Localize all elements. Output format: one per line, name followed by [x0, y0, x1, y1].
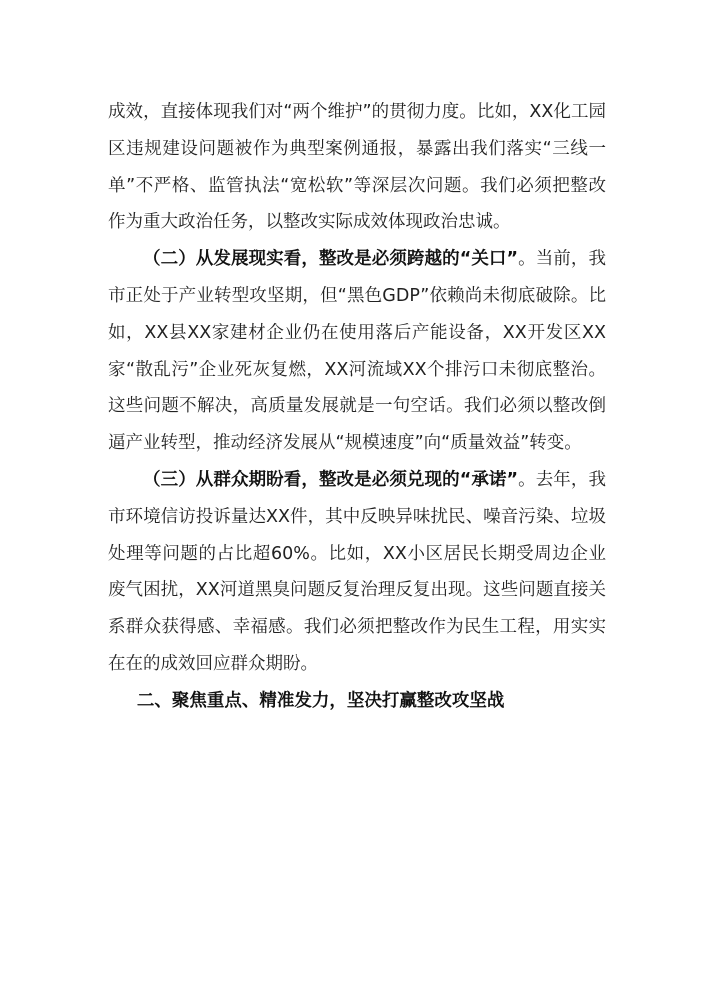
- paragraph-development: [108, 241, 606, 462]
- paragraph-lead: （三）从群众期盼看，整改是必须兑现的“承诺”: [143, 469, 519, 490]
- paragraph-text: 。去年，我市环境信访投诉量达XX件，其中反映异味扰民、噪音污染、垃圾处理等问题的占比超60%。比如，XX小区居民长期受周边企业废气困扰，XX河道黑臭问题反复治理反复出现。这些问题直接关系群众获得感、幸福感。我们必须把整改作为民生工程，用实实在在的成效回应群众期盼。: [108, 469, 606, 674]
- paragraph-text: 成效，直接体现我们对“两个维护”的贯彻力度。比如，XX化工园区违规建设问题被作为典型案例通报，暴露出我们落实“三线一单”不严格、监管执法“宽松软”等深层次问题。我们必须把整改作为重大政治任务，以整改实际成效体现政治忠诚。: [108, 102, 606, 233]
- paragraph-lead: （二）从发展现实看，整改是必须跨越的“关口”: [143, 249, 519, 270]
- paragraph-continuation: [108, 94, 606, 241]
- section-heading: 二、聚焦重点、精准发力，坚决打赢整改攻坚战: [136, 690, 505, 711]
- paragraph-public-expectation: [108, 462, 606, 683]
- paragraph-text: 。当前，我市正处于产业转型攻坚期，但“黑色GDP”依赖尚未彻底破除。比如，XX县XX家建材企业仍在使用落后产能设备，XX开发区XX家“散乱污”企业死灰复燃，XX河流域XX个排污口未彻底整治。这些问题不解决，高质量发展就是一句空话。我们必须以整改倒逼产业转型，推动经济发展从“规模速度”向“质量效益”转变。: [108, 249, 606, 454]
- document-body: [108, 94, 606, 720]
